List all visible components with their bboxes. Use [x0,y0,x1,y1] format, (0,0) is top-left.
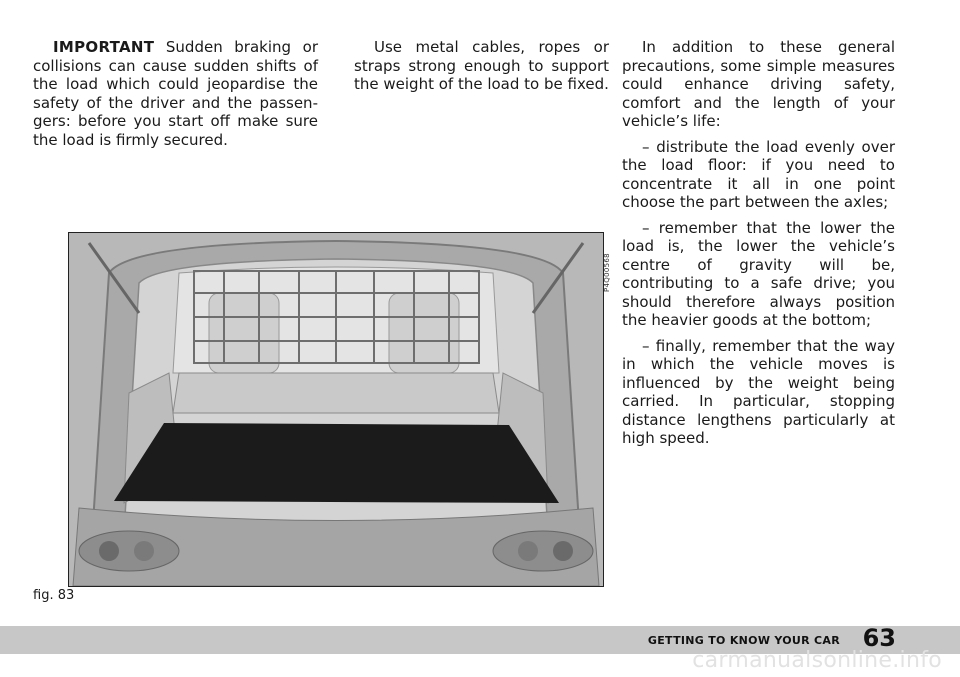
text-column-middle [354,38,609,101]
footer-section-title: GETTING TO KNOW YOUR CAR [647,634,840,647]
important-keyword: IMPORTANT [53,38,155,56]
important-paragraph [33,38,318,149]
list-item: – distribute the load evenly over the load floor: if you need to concentrate it all in one point choose the part between the axles; [622,137,895,211]
list-item: – remember that the lower the load is, the lower the vehicle’s centre of gravity will be, contributing to a safe drive; you should therefore always position the heavier goods at the bottom; [622,218,895,329]
important-text: Sudden braking or collisions can cause sudden shifts of the load which could jeopardise the safety of the driver and the passengers: before you start off make sure the load is firmly secured. [33,38,318,149]
car-boot-drawing [69,233,603,586]
text-column-right [622,38,895,455]
list-item: – finally, remember that the way in which the vehicle moves is influenced by the weight being carried. In particular, stopping distance lengthens particularly at high speed. [622,336,895,447]
figure-caption: fig. 83 [33,588,75,603]
page-number: 63 [862,624,896,652]
figure-code: P4Q00568 [603,253,611,292]
text-column-left [33,38,318,156]
fixing-paragraph: Use metal cables, ropes or straps strong enough to support the weight of the load to be fixed. [354,38,609,93]
watermark: carmanualsonline.info [692,648,942,673]
cargo-area-illustration [68,232,604,587]
intro-paragraph: In addition to these general precautions, some simple measures could enhance driving safety, comfort and the length of your vehicle’s life: [622,38,895,130]
